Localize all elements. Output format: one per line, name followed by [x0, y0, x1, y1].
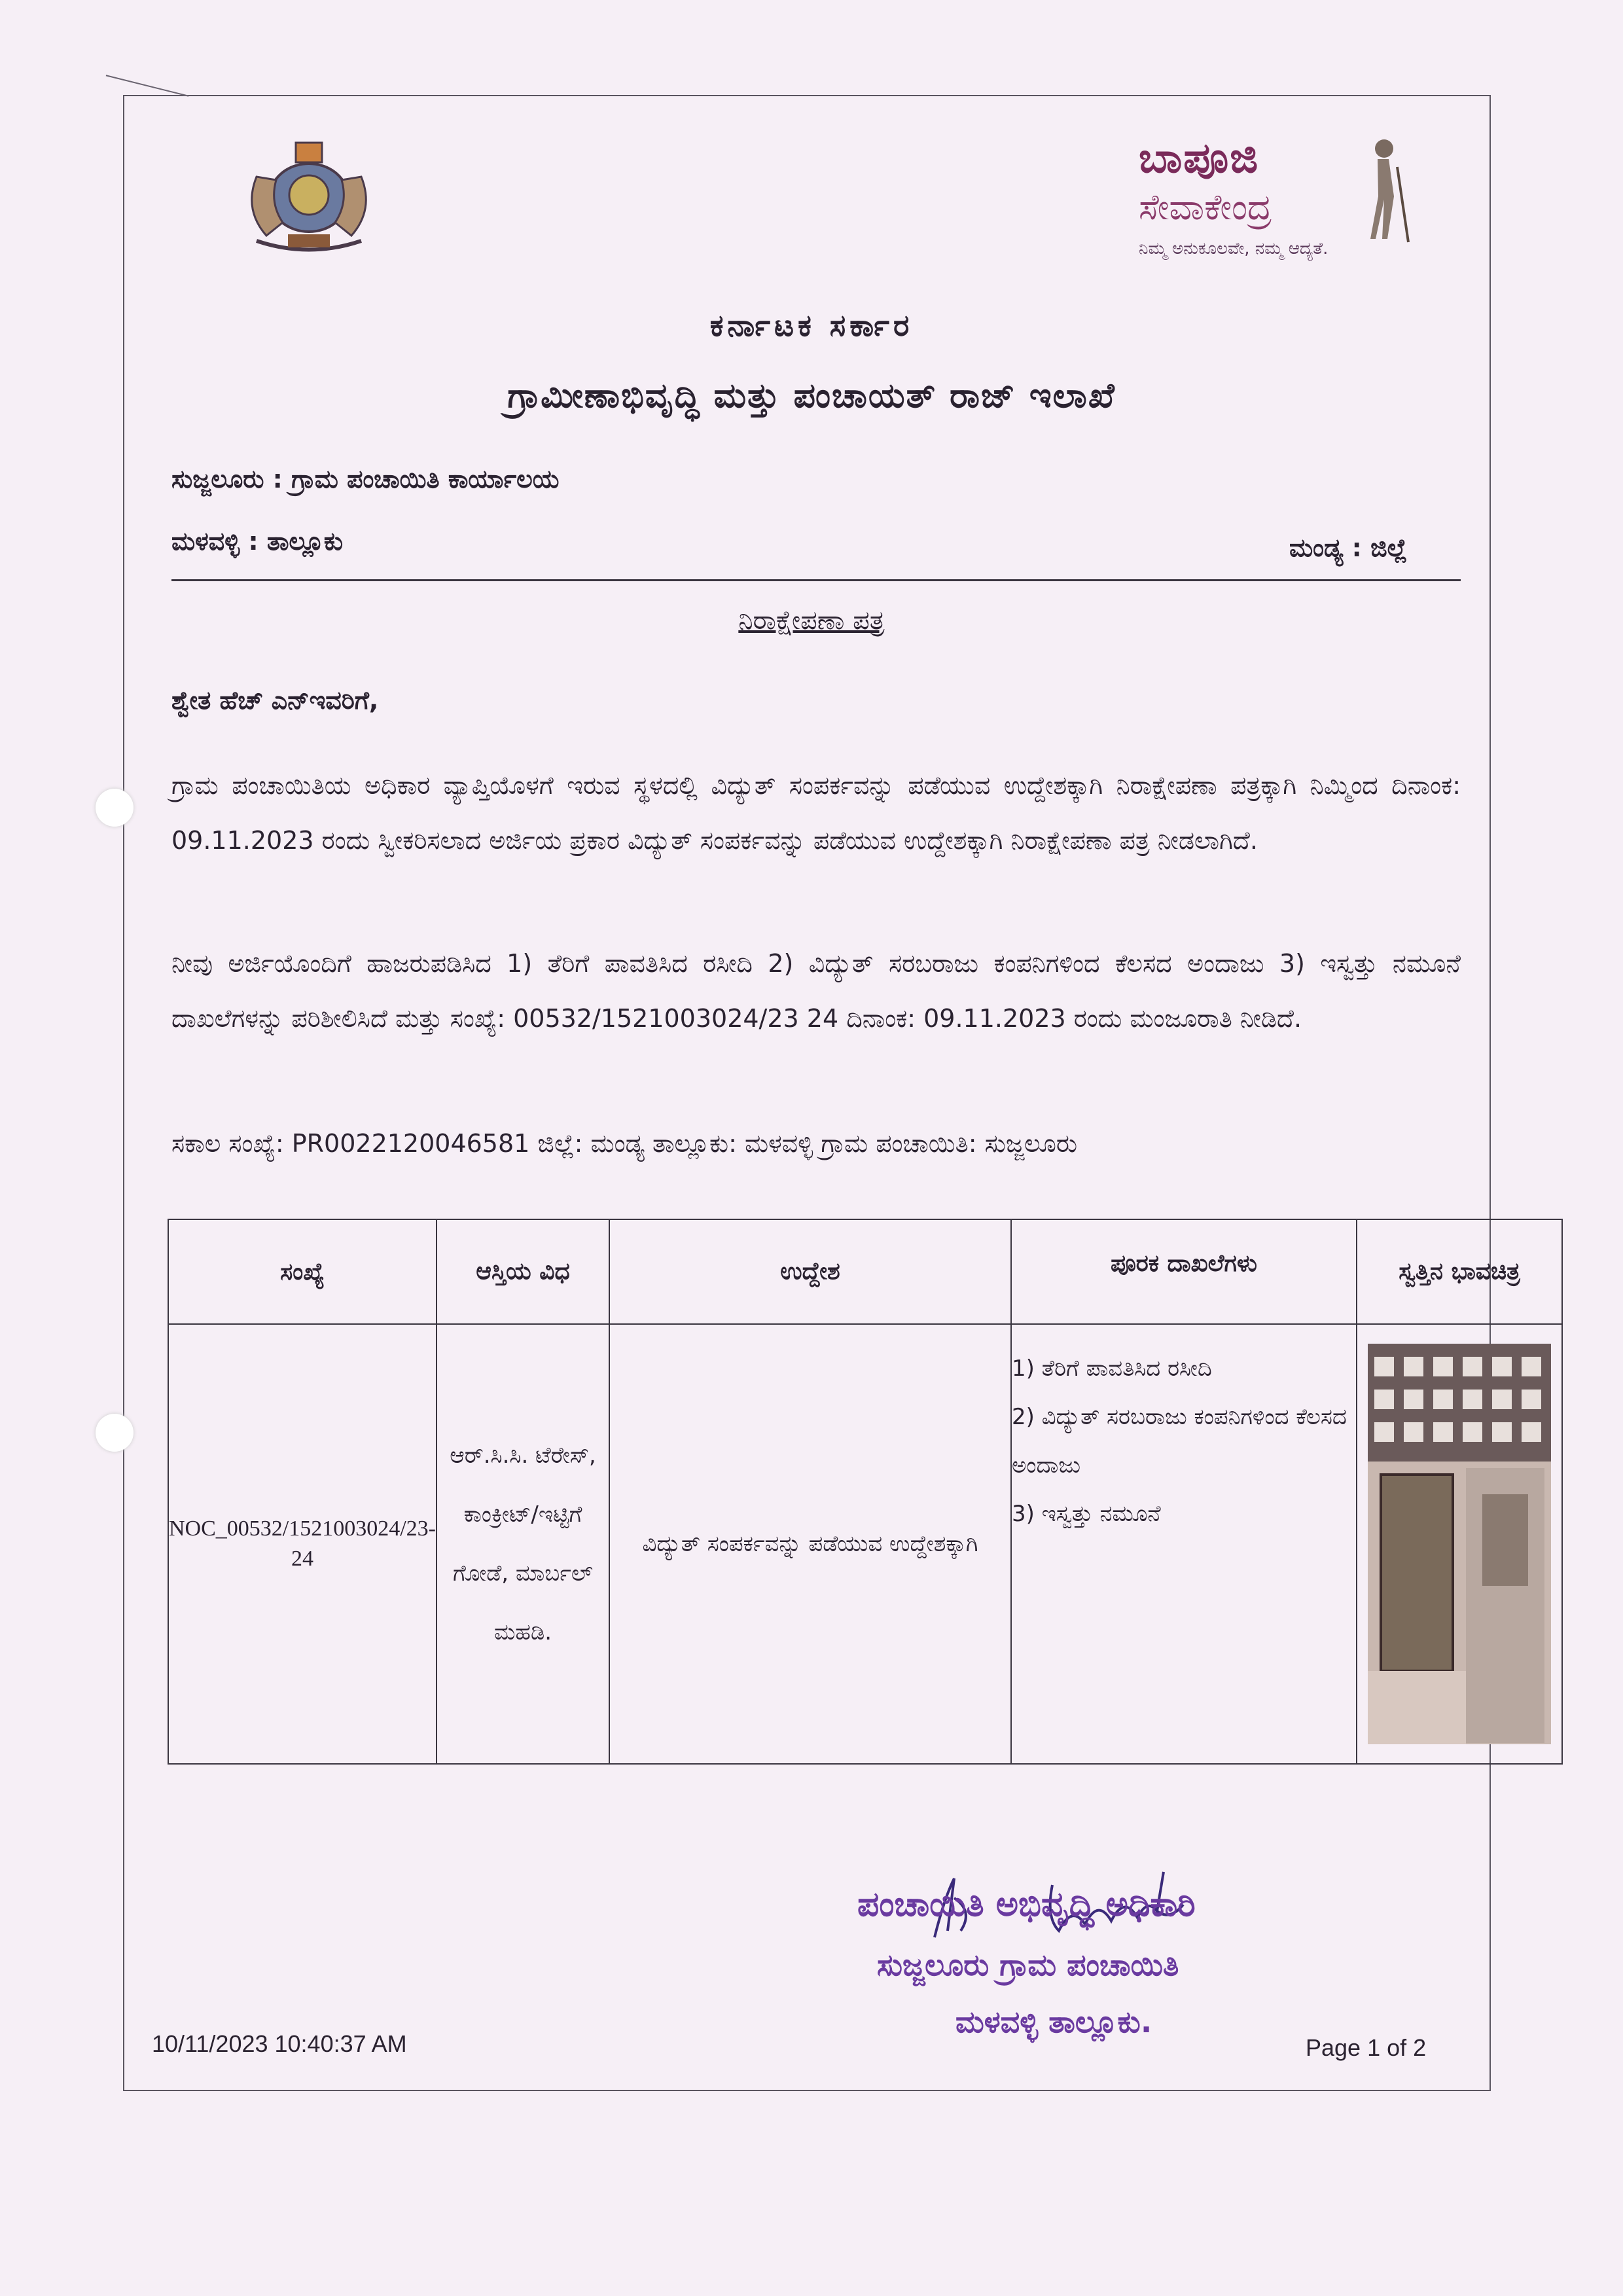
logo-title: ಬಾಪೂಜಿ — [1139, 134, 1260, 183]
document-item: 3) ಇಸ್ವತ್ತು ನಮೂನೆ — [1012, 1501, 1161, 1527]
col-header-documents: ಪೂರಕ ದಾಖಲೆಗಳು — [1011, 1219, 1357, 1324]
stamp-panchayat: ಸುಜ್ಜಲೂರು ಗ್ರಾಮ ಪಂಚಾಯಿತಿ — [877, 1947, 1179, 1982]
cell-purpose: ವಿದ್ಯುತ್ ಸಂಪರ್ಕವನ್ನು ಪಡೆಯುವ ಉದ್ದೇಶಕ್ಕಾಗಿ — [609, 1324, 1011, 1764]
paragraph-1: ಗ್ರಾಮ ಪಂಚಾಯಿತಿಯ ಅಧಿಕಾರ ವ್ಯಾಪ್ತಿಯೊಳಗೆ ಇರುವ ಸ್ಥಳದಲ್ಲಿ ವಿದ್ಯುತ್ ಸಂಪರ್ಕವನ್ನು ಪಡೆಯುವ ಉದ್ದೇಶಕ್ಕಾಗಿ ನಿರಾಕ್ಷೇಪಣಾ ಪತ್ರಕ್ಕಾಗಿ ನಿಮ್ಮಿಂದ ದಿನಾಂಕ: 09.11.2023 ರಂದು ಸ್ವೀಕರಿಸಲಾದ ಅರ್ಜಿಯ ಪ್ರಕಾರ ವಿದ್ಯುತ್ ಸಂಪರ್ಕವನ್ನು ಪಡೆಯುವ ಉದ್ದೇಶಕ್ಕಾಗಿ ನಿರಾಕ್ಷೇಪಣಾ ಪತ್ರ ನೀಡಲಾಗಿದೆ. — [171, 771, 1461, 855]
cell-property-type: ಆರ್.ಸಿ.ಸಿ. ಟೆರೇಸ್, ಕಾಂಕ್ರೀಟ್/ಇಟ್ಟಿಗೆ ಗೋಡೆ, ಮಾರ್ಬಲ್ ಮಹಡಿ. — [437, 1324, 609, 1764]
col-header-purpose: ಉದ್ದೇಶ — [609, 1219, 1011, 1324]
salutation: ಶ್ವೇತ ಹೆಚ್ ಎನ್‌ಇವರಿಗೆ, — [171, 686, 379, 715]
karnataka-emblem-icon — [230, 124, 387, 255]
print-timestamp: 10/11/2023 10:40:37 AM — [152, 2030, 407, 2057]
walking-figure-icon — [1348, 134, 1420, 245]
punch-hole-bottom — [96, 1414, 134, 1452]
header-divider — [171, 579, 1461, 581]
logo-tagline: ನಿಮ್ಮ ಅನುಕೂಲವೇ, ನಮ್ಮ ಆದ್ಯತೆ. — [1139, 239, 1329, 259]
document-item: 1) ತೆರಿಗೆ ಪಾವತಿಸಿದ ರಸೀದಿ — [1012, 1355, 1212, 1382]
letter-subject: ನಿರಾಕ್ಷೇಪಣಾ ಪತ್ರ — [738, 605, 885, 636]
government-title: ಕರ್ನಾಟಕ ಸರ್ಕಾರ — [709, 308, 914, 343]
cell-photo — [1357, 1324, 1562, 1764]
stamp-taluk: ಮಳವಳ್ಳಿ ತಾಲ್ಲೂಕು. — [955, 2004, 1152, 2039]
page-number: Page 1 of 2 — [1306, 2034, 1427, 2061]
property-photo — [1368, 1344, 1551, 1744]
col-header-property-type: ಆಸ್ತಿಯ ವಿಧ — [437, 1219, 609, 1324]
district-line: ಮಂಡ್ಯ : ಜಿಲ್ಲೆ — [1289, 533, 1408, 562]
col-header-photo: ಸ್ವತ್ತಿನ ಭಾವಚಿತ್ರ — [1357, 1219, 1562, 1324]
table-header-row — [168, 1219, 1562, 1324]
office-line: ಸುಜ್ಜಲೂರು : ಗ್ರಾಮ ಪಂಚಾಯಿತಿ ಕಾರ್ಯಾಲಯ — [171, 465, 560, 493]
table-row — [168, 1324, 1562, 1764]
taluk-line: ಮಳವಳ್ಳಿ : ತಾಲ್ಲೂಕು — [171, 527, 344, 556]
noc-table — [168, 1219, 1563, 1765]
cell-documents — [1011, 1324, 1357, 1764]
logo-subtitle: ಸೇವಾಕೇಂದ್ರ — [1139, 187, 1272, 228]
document-item: 2) ವಿದ್ಯುತ್ ಸರಬರಾಜು ಕಂಪನಿಗಳಿಂದ ಕೆಲಸದ ಅಂದಾಜು — [1012, 1404, 1347, 1479]
col-header-number: ಸಂಖ್ಯೆ — [168, 1219, 437, 1324]
paragraph-2: ನೀವು ಅರ್ಜಿಯೊಂದಿಗೆ ಹಾಜರುಪಡಿಸಿದ 1) ತೆರಿಗೆ ಪಾವತಿಸಿದ ರಸೀದಿ 2) ವಿದ್ಯುತ್ ಸರಬರಾಜು ಕಂಪನಿಗಳಿಂದ ಕೆಲಸದ ಅಂದಾಜು 3) ಇಸ್ವತ್ತು ನಮೂನೆ ದಾಖಲೆಗಳನ್ನು ಪರಿಶೀಲಿಸಿದೆ ಮತ್ತು ಸಂಖ್ಯೆ: 00532/1521003024/23 24 ದಿನಾಂಕ: 09.11.2023 ರಂದು ಮಂಜೂರಾತಿ ನೀಡಿದೆ. — [171, 949, 1461, 1033]
fold-mark — [106, 75, 189, 96]
punch-hole-top — [96, 789, 134, 827]
cell-number: NOC_00532/1521003024/23-24 — [168, 1324, 437, 1764]
department-title: ಗ್ರಾಮೀಣಾಭಿವೃದ್ಧಿ ಮತ್ತು ಪಂಚಾಯತ್ ರಾಜ್ ಇಲಾಖೆ — [507, 376, 1116, 416]
stamp-designation: ಪಂಚಾಯಿತಿ ಅಭಿವೃದ್ಧಿ ಅಧಿಕಾರಿ — [857, 1885, 1196, 1924]
bapuji-seva-kendra-logo — [1139, 134, 1427, 265]
sakala-line: ಸಕಾಲ ಸಂಖ್ಯೆ: PR0022120046581 ಜಿಲ್ಲೆ: ಮಂಡ್ಯ ತಾಲ್ಲೂಕು: ಮಳವಳ್ಳಿ ಗ್ರಾಮ ಪಂಚಾಯಿತಿ: ಸುಜ್ಜಲೂರು — [171, 1129, 1078, 1158]
